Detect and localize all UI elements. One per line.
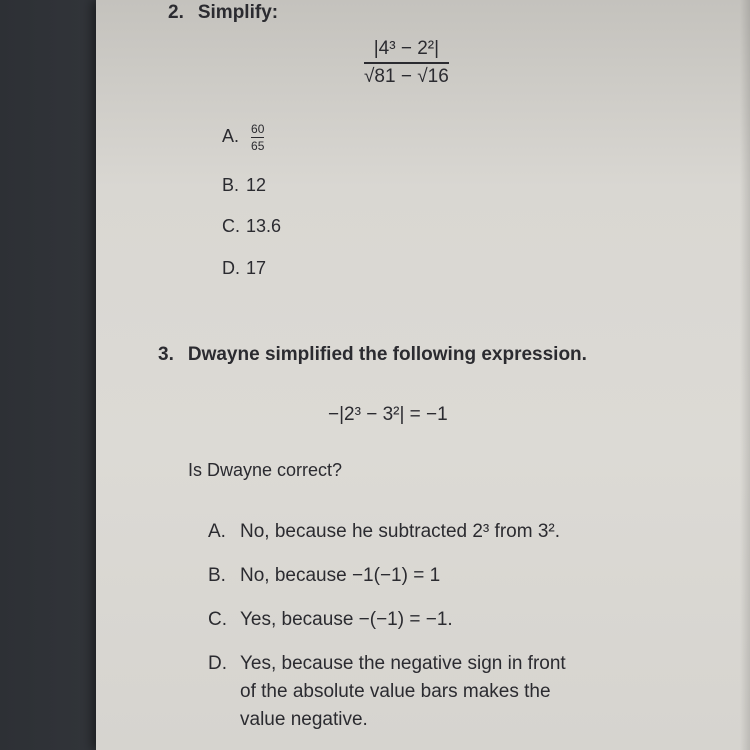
question-2-title [168, 2, 278, 24]
option-letter: D. [208, 653, 227, 674]
question-2-denominator: √81 − √16 [364, 66, 449, 87]
question-2-fraction [364, 38, 449, 88]
option-letter: C. [208, 609, 227, 630]
question-3-expression: −|2³ − 3²| = −1 [328, 404, 448, 425]
question-2-numerator: |4³ − 2²| [373, 38, 440, 59]
option-letter: B. [222, 175, 240, 195]
option-text: 13.6 [246, 216, 282, 236]
option-a-denominator: 65 [251, 139, 265, 153]
option-text: No, because −1(−1) = 1 [240, 565, 441, 586]
option-text-line-1: Yes, because the negative sign in front [240, 653, 566, 674]
option-letter: D. [222, 258, 240, 278]
question-3-option-d[interactable] [208, 650, 566, 734]
option-text: 12 [246, 175, 267, 195]
option-text-line-3: value negative. [240, 709, 368, 730]
question-3-option-c[interactable] [208, 606, 453, 634]
question-3-option-a[interactable] [208, 518, 560, 546]
question-3-title [158, 344, 587, 366]
question-2-prompt: Simplify: [197, 2, 279, 23]
option-text: Yes, because −(−1) = −1. [240, 609, 453, 630]
option-text-line-2: of the absolute value bars makes the [240, 681, 551, 702]
question-2-option-a[interactable] [222, 122, 264, 153]
question-2-number: 2. [168, 2, 184, 23]
option-text: 17 [246, 258, 267, 278]
option-a-fraction [251, 122, 264, 153]
question-3-number: 3. [158, 344, 174, 365]
fraction-bar [251, 137, 264, 138]
question-3-question: Is Dwayne correct? [188, 460, 343, 480]
question-2-option-c[interactable] [222, 216, 281, 237]
question-2-option-b[interactable] [222, 175, 266, 196]
question-3-option-b[interactable] [208, 562, 440, 590]
option-a-numerator: 60 [251, 122, 265, 136]
question-3-prompt: Dwayne simplified the following expression. [187, 344, 587, 365]
option-letter: C. [222, 216, 240, 236]
page-edge-shadow [740, 0, 750, 750]
option-letter: B. [208, 565, 226, 586]
option-text: No, because he subtracted 2³ from 3². [240, 521, 560, 542]
option-letter: A. [208, 521, 226, 542]
option-letter: A. [222, 126, 240, 147]
worksheet-page [96, 0, 750, 750]
question-2-option-d[interactable] [222, 258, 266, 279]
